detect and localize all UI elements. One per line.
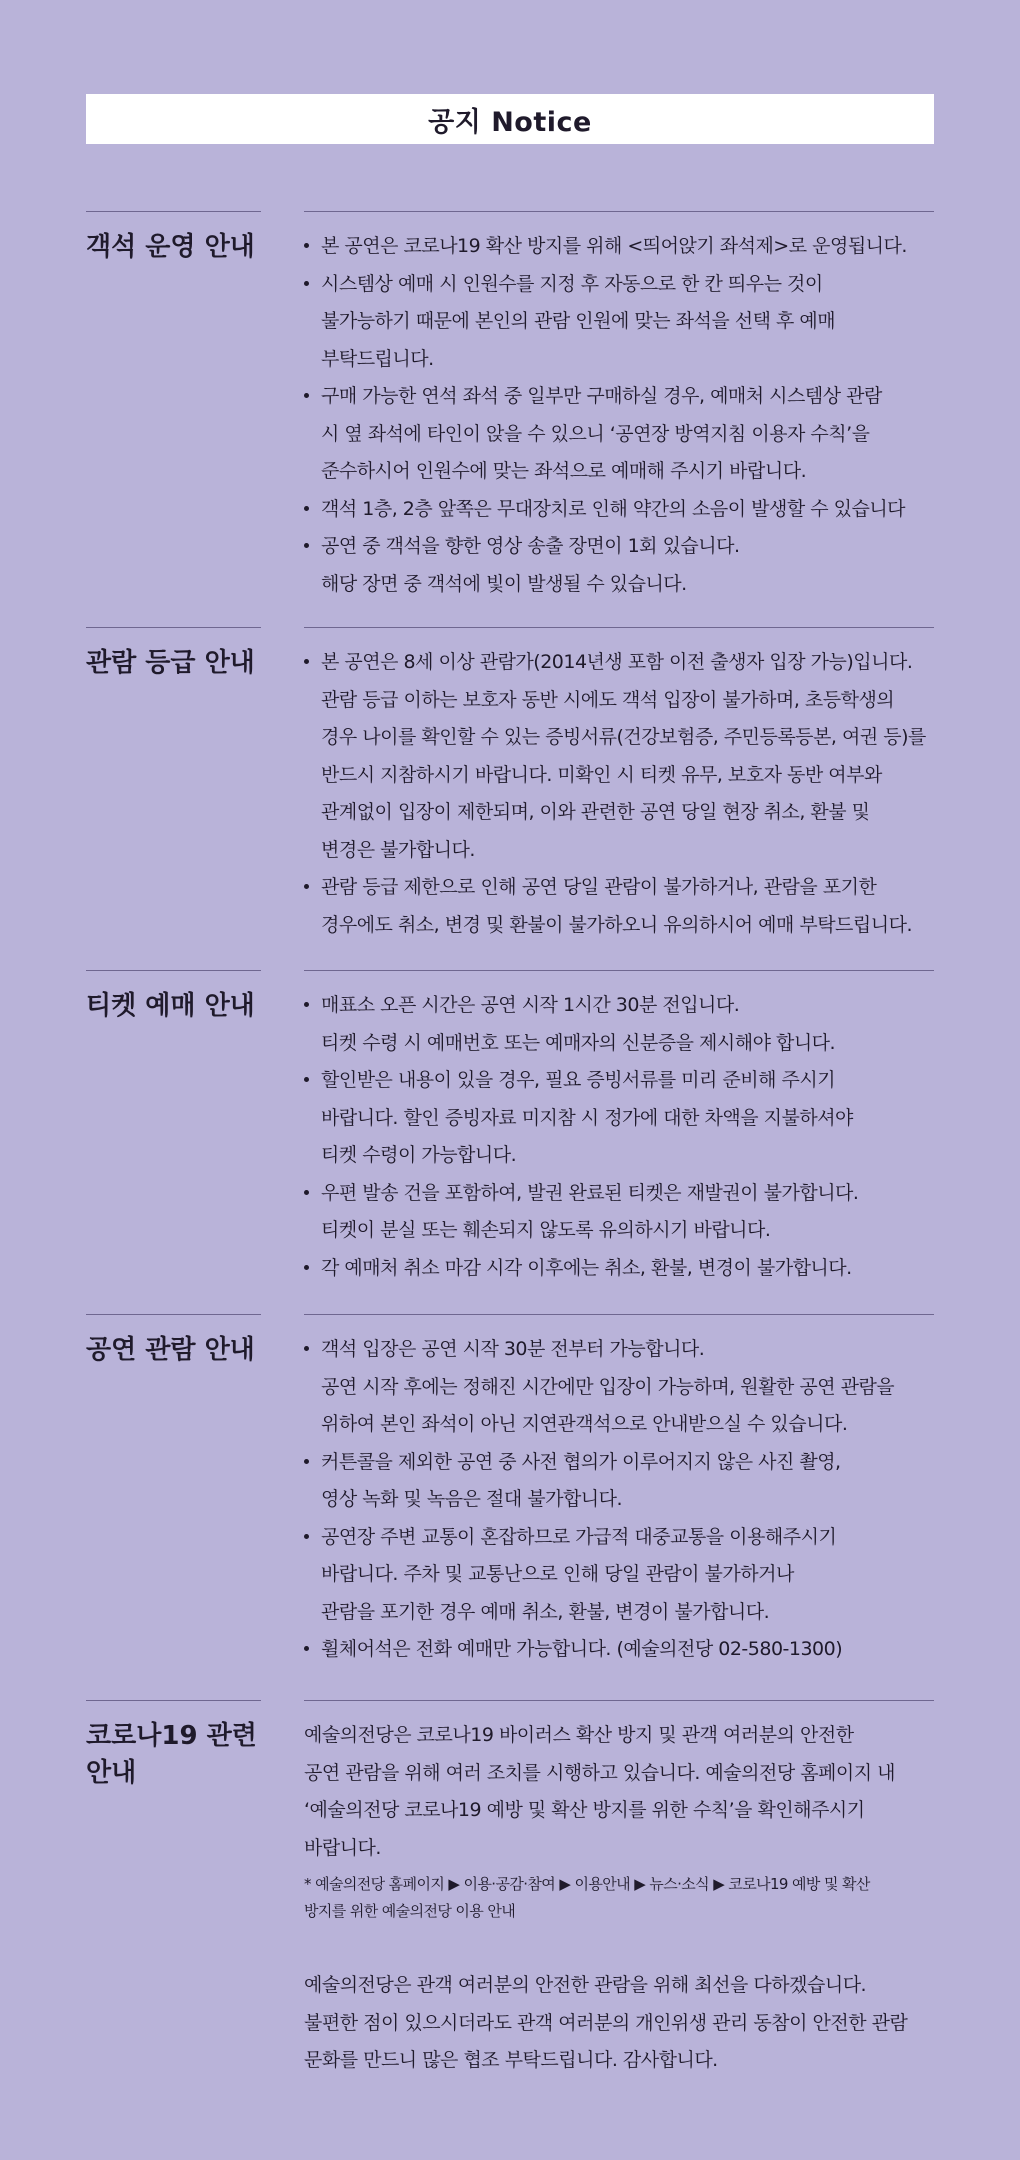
divider — [86, 1314, 261, 1315]
bullet-icon — [304, 281, 309, 286]
section-body — [304, 228, 944, 603]
bullet-icon — [304, 1190, 309, 1195]
bullet-icon — [304, 506, 309, 511]
bullet-icon — [304, 1534, 309, 1539]
section-heading: 코로나19 관련 안내 — [86, 1721, 257, 1788]
bullet-icon — [304, 1002, 309, 1007]
bullet-icon — [304, 1077, 309, 1082]
section-heading: 객석 운영 안내 — [86, 232, 255, 262]
list-item — [304, 528, 944, 603]
list-item — [304, 869, 944, 944]
list-item — [304, 1444, 944, 1519]
closing-paragraph: 예술의전당은 관객 여러분의 안전한 관람을 위해 최선을 다하겠습니다. 불편한 점이 있으시더라도 관객 여러분의 개인위생 관리 동참이 안전한 관람 문화를 만드니 많은 협조 부탁드립니다. 감사합니다. — [304, 1974, 908, 2071]
section-body — [304, 644, 944, 944]
list-item-text: 본 공연은 8세 이상 관람가(2014년생 포함 이전 출생자 입장 가능)입니다. 관람 등급 이하는 보호자 동반 시에도 객석 입장이 불가하며, 초등학생의 경우 나이를 확인할 수 있는 증빙서류(건강보험증, 주민등록등본, 여권 등)를 반드시 지참하시기 바랍니다. 미확인 시 티켓 유무, 보호자 동반 여부와 관계없이 입장이 제한되며, 이와 관련한 공연 당일 현장 취소, 환불 및 변경은 불가합니다. — [321, 651, 926, 861]
section-body — [304, 987, 944, 1287]
list-item — [304, 491, 944, 529]
divider — [304, 211, 934, 212]
list-item-text: 휠체어석은 전화 예매만 가능합니다. (예술의전당 02-580-1300) — [321, 1638, 843, 1660]
divider — [304, 627, 934, 628]
list-item-text: 매표소 오픈 시간은 공연 시작 1시간 30분 전입니다. 티켓 수령 시 예매번호 또는 예매자의 신분증을 제시해야 합니다. — [321, 994, 836, 1054]
section-body — [304, 1717, 944, 2080]
list-item — [304, 266, 944, 379]
list-item — [304, 1331, 944, 1444]
bullet-icon — [304, 393, 309, 398]
list-item-text: 각 예매처 취소 마감 시각 이후에는 취소, 환불, 변경이 불가합니다. — [321, 1256, 852, 1279]
divider — [304, 1314, 934, 1315]
list-item-text: 할인받은 내용이 있을 경우, 필요 증빙서류를 미리 준비해 주시기 바랍니다. 할인 증빙자료 미지참 시 정가에 대한 차액을 지불하셔야 티켓 수령이 가능합니다. — [321, 1069, 853, 1166]
list-item-text: 우편 발송 건을 포함하여, 발권 완료된 티켓은 재발권이 불가합니다. 티켓이 분실 또는 훼손되지 않도록 유의하시기 바랍니다. — [321, 1181, 859, 1241]
list-item-text: 객석 1층, 2층 앞쪽은 무대장치로 인해 약간의 소음이 발생할 수 있습니다 — [321, 497, 906, 520]
divider — [304, 970, 934, 971]
bullet-icon — [304, 659, 309, 664]
list-item — [304, 1250, 944, 1288]
divider — [304, 1700, 934, 1701]
bullet-icon — [304, 1459, 309, 1464]
list-item-text: 본 공연은 코로나19 확산 방지를 위해 <띄어앉기 좌석제>로 운영됩니다. — [321, 235, 907, 257]
list-item — [304, 644, 944, 869]
list-item — [304, 1519, 944, 1632]
list-item-text: 공연장 주변 교통이 혼잡하므로 가급적 대중교통을 이용해주시기 바랍니다. 주차 및 교통난으로 인해 당일 관람이 불가하거나 관람을 포기한 경우 예매 취소, 환불, 변경이 불가합니다. — [321, 1525, 837, 1623]
list-item — [304, 987, 944, 1062]
list-item — [304, 378, 944, 491]
bullet-icon — [304, 543, 309, 548]
bullet-icon — [304, 1265, 309, 1270]
list-item-text: 시스템상 예매 시 인원수를 지정 후 자동으로 한 칸 띄우는 것이 불가능하기 때문에 본인의 관람 인원에 맞는 좌석을 선택 후 예매 부탁드립니다. — [321, 272, 836, 370]
list-item-text: 객석 입장은 공연 시작 30분 전부터 가능합니다. 공연 시작 후에는 정해진 시간에만 입장이 가능하며, 원활한 공연 관람을 위하여 본인 좌석이 아닌 지연관객석으로 안내받으실 수 있습니다. — [321, 1338, 895, 1435]
bullet-icon — [304, 1646, 309, 1651]
list-item — [304, 1062, 944, 1175]
section-body — [304, 1331, 944, 1669]
covid-paragraph: 예술의전당은 코로나19 바이러스 확산 방지 및 관객 여러분의 안전한 공연 관람을 위해 여러 조치를 시행하고 있습니다. 예술의전당 홈페이지 내 ‘예술의전당 코로나19 예방 및 확산 방지를 위한 수칙’을 확인해주시기 바랍니다. — [304, 1724, 896, 1859]
divider — [86, 1700, 261, 1701]
list-item-text: 구매 가능한 연석 좌석 중 일부만 구매하실 경우, 예매처 시스템상 관람 시 옆 좌석에 타인이 앉을 수 있으니 ‘공연장 방역지침 이용자 수칙’을 준수하시어 인원수에 맞는 좌석으로 예매해 주시기 바랍니다. — [321, 385, 882, 482]
section-heading: 공연 관람 안내 — [86, 1335, 255, 1365]
bullet-icon — [304, 884, 309, 889]
list-item-text: 커튼콜을 제외한 공연 중 사전 협의가 이루어지지 않은 사진 촬영, 영상 녹화 및 녹음은 절대 불가합니다. — [321, 1450, 841, 1510]
bullet-icon — [304, 243, 309, 248]
notice-title-box — [86, 94, 934, 144]
divider — [86, 627, 261, 628]
bullet-icon — [304, 1346, 309, 1351]
divider — [86, 970, 261, 971]
list-item — [304, 228, 944, 266]
list-item-text: 관람 등급 제한으로 인해 공연 당일 관람이 불가하거나, 관람을 포기한 경우에도 취소, 변경 및 환불이 불가하오니 유의하시어 예매 부탁드립니다. — [321, 876, 913, 936]
divider — [86, 211, 261, 212]
section-heading: 티켓 예매 안내 — [86, 991, 255, 1021]
section-heading: 관람 등급 안내 — [86, 648, 255, 678]
covid-navigation-note: * 예술의전당 홈페이지 ▶ 이용·공감·참여 ▶ 이용안내 ▶ 뉴스·소식 ▶ 코로나19 예방 및 확산 방지를 위한 예술의전당 이용 안내 — [304, 1875, 870, 1920]
list-item — [304, 1175, 944, 1250]
list-item-text: 공연 중 객석을 향한 영상 송출 장면이 1회 있습니다. 해당 장면 중 객석에 빛이 발생될 수 있습니다. — [321, 535, 740, 595]
page-title: 공지 Notice — [428, 106, 592, 138]
list-item — [304, 1631, 944, 1669]
